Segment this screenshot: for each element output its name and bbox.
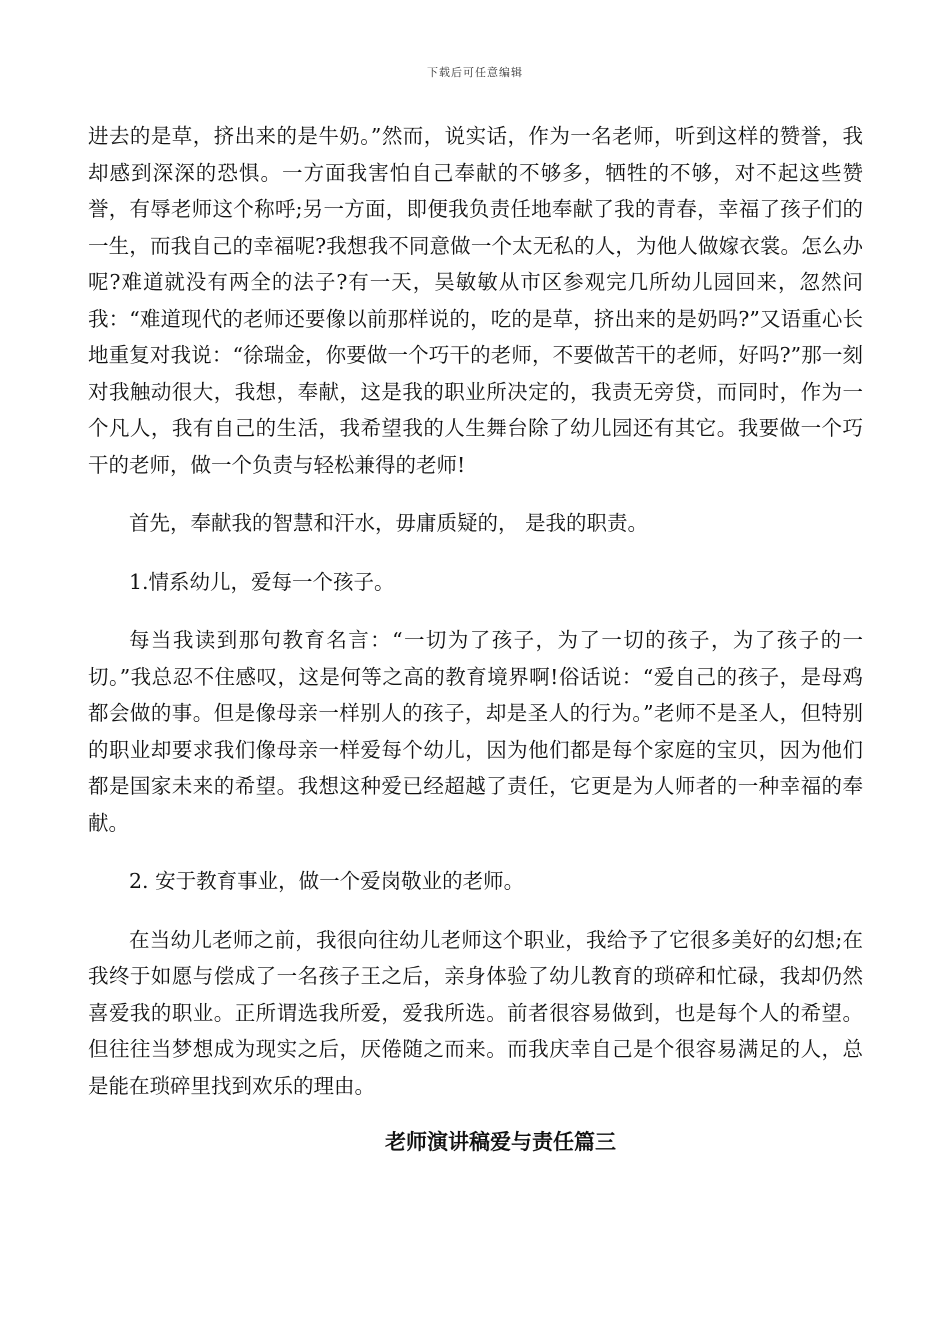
- document-body: [88, 118, 863, 1160]
- paragraph-3: 每当我读到那句教育名言：“一切为了孩子，为了一切的孩子，为了孩子的一切。”我总忍不住感叹，这是何等之高的教育境界啊!俗话说：“爱自己的孩子，是母鸡都会做的事。但是像母亲一样别人的孩子，却是圣人的行为。”老师不是圣人，但特别的职业却要求我们像母亲一样爱每个幼儿，因为他们都是每个家庭的宝贝，因为他们都是国家未来的希望。我想这种爱已经超越了责任，它更是为人师者的一种幸福的奉献。: [88, 628, 863, 835]
- paragraph-1: 进去的是草，挤出来的是牛奶。”然而，说实话，作为一名老师，听到这样的赞誉，我却感到深深的恐惧。一方面我害怕自己奉献的不够多，牺牲的不够，对不起这些赞誉，有辱老师这个称呼;另一方面，即便我负责任地奉献了我的青春，幸福了孩子们的一生，而我自己的幸福呢?我想我不同意做一个太无私的人，为他人做嫁衣裳。怎么办呢?难道就没有两全的法子?有一天，吴敏敏从市区参观完几所幼儿园回来，忽然问我：“难道现代的老师还要像以前那样说的，吃的是草，挤出来的是奶吗?”又语重心长地重复对我说：“徐瑞金，你要做一个巧干的老师，不要做苦干的老师，好吗?”那一刻对我触动很大，我想，奉献，这是我的职业所决定的，我责无旁贷，而同时，作为一个凡人，我有自己的生活，我希望我的人生舞台除了幼儿园还有其它。我要做一个巧干的老师，做一个负责与轻松兼得的老师!: [88, 124, 863, 477]
- list-heading-2: 2. 安于教育事业，做一个爱岗敬业的老师。: [129, 869, 525, 893]
- paragraph-4: 在当幼儿老师之前，我很向往幼儿老师这个职业，我给予了它很多美好的幻想;在我终于如愿与偿成了一名孩子王之后，亲身体验了幼儿教育的琐碎和忙碌，我却仍然喜爱我的职业。正所谓选我所爱，爱我所选。前者很容易做到，也是每个人的希望。但往往当梦想成为现实之后，厌倦随之而来。而我庆幸自己是个很容易满足的人，总是能在琐碎里找到欢乐的理由。: [88, 927, 863, 1098]
- list-heading-1: 1.情系幼儿，爱每一个孩子。: [129, 569, 395, 594]
- paragraph-2: 首先，奉献我的智慧和汗水，毋庸质疑的， 是我的职责。: [129, 511, 649, 535]
- section-title: 老师演讲稿爱与责任篇三: [385, 1129, 616, 1154]
- page-header: 下载后可任意编辑: [427, 66, 523, 79]
